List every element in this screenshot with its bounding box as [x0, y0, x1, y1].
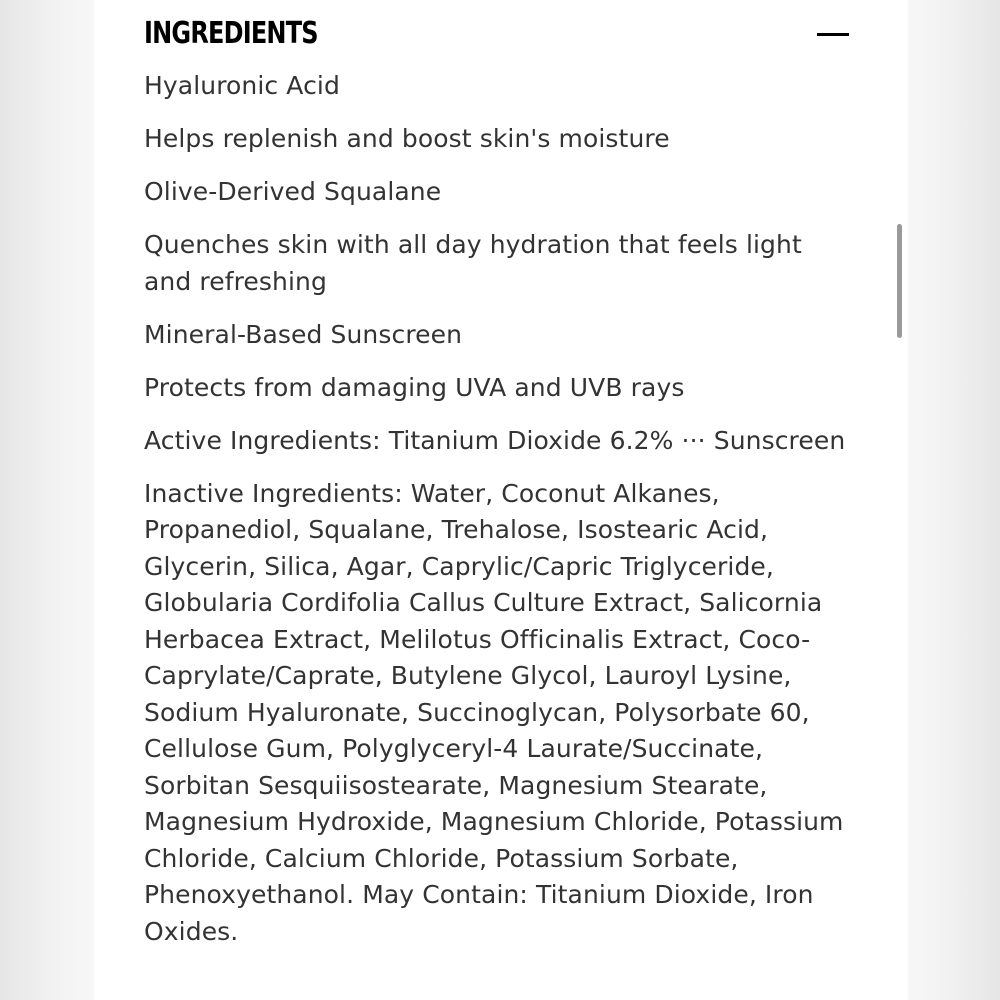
ingredient-name: Hyaluronic Acid	[144, 71, 340, 100]
ingredient-description: Quenches skin with all day hydration that feels light and refreshing	[144, 230, 802, 296]
ingredient-description: Helps replenish and boost skin's moisture	[144, 124, 670, 153]
ingredients-content	[144, 68, 856, 967]
ingredients-panel	[94, 0, 908, 1000]
section-header[interactable]	[144, 14, 850, 54]
ingredient-name: Olive-Derived Squalane	[144, 177, 442, 206]
minus-icon	[817, 33, 849, 36]
ingredient-name: Mineral-Based Sunscreen	[144, 319, 463, 349]
active-ingredients: Active Ingredients: Titanium Dioxide 6.2% ··· Sunscreen	[144, 425, 846, 455]
collapse-button[interactable]	[816, 18, 850, 50]
section-title: INGREDIENTS	[144, 16, 318, 51]
scrollbar[interactable]	[895, 0, 905, 1000]
ingredient-description: Protects from damaging UVA and UVB rays	[144, 372, 685, 402]
inactive-ingredients: Inactive Ingredients: Water, Coconut Alkanes, Propanediol, Squalane, Trehalose, Isostearic Acid, Glycerin, Silica, Agar, Caprylic/Capric Triglyceride, Globularia Cordifolia Callus Culture Extract, Salicornia Herbacea Extract, Melilotus Officinalis Extract, Coco-Caprylate/Caprate, Butylene Glycol, Lauroyl Lysine, Sodium Hyaluronate, Succinoglycan, Polysorbate 60, Cellulose Gum, Polyglyceryl-4 Laurate/Succinate, Sorbitan Sesquiisostearate, Magnesium Stearate, Magnesium Hydroxide, Magnesium Chloride, Potassium Chloride, Calcium Chloride, Potassium Sorbate, Phenoxyethanol. May Contain: Titanium Dioxide, Iron Oxides.	[144, 478, 844, 946]
scrollbar-thumb[interactable]	[897, 224, 902, 338]
